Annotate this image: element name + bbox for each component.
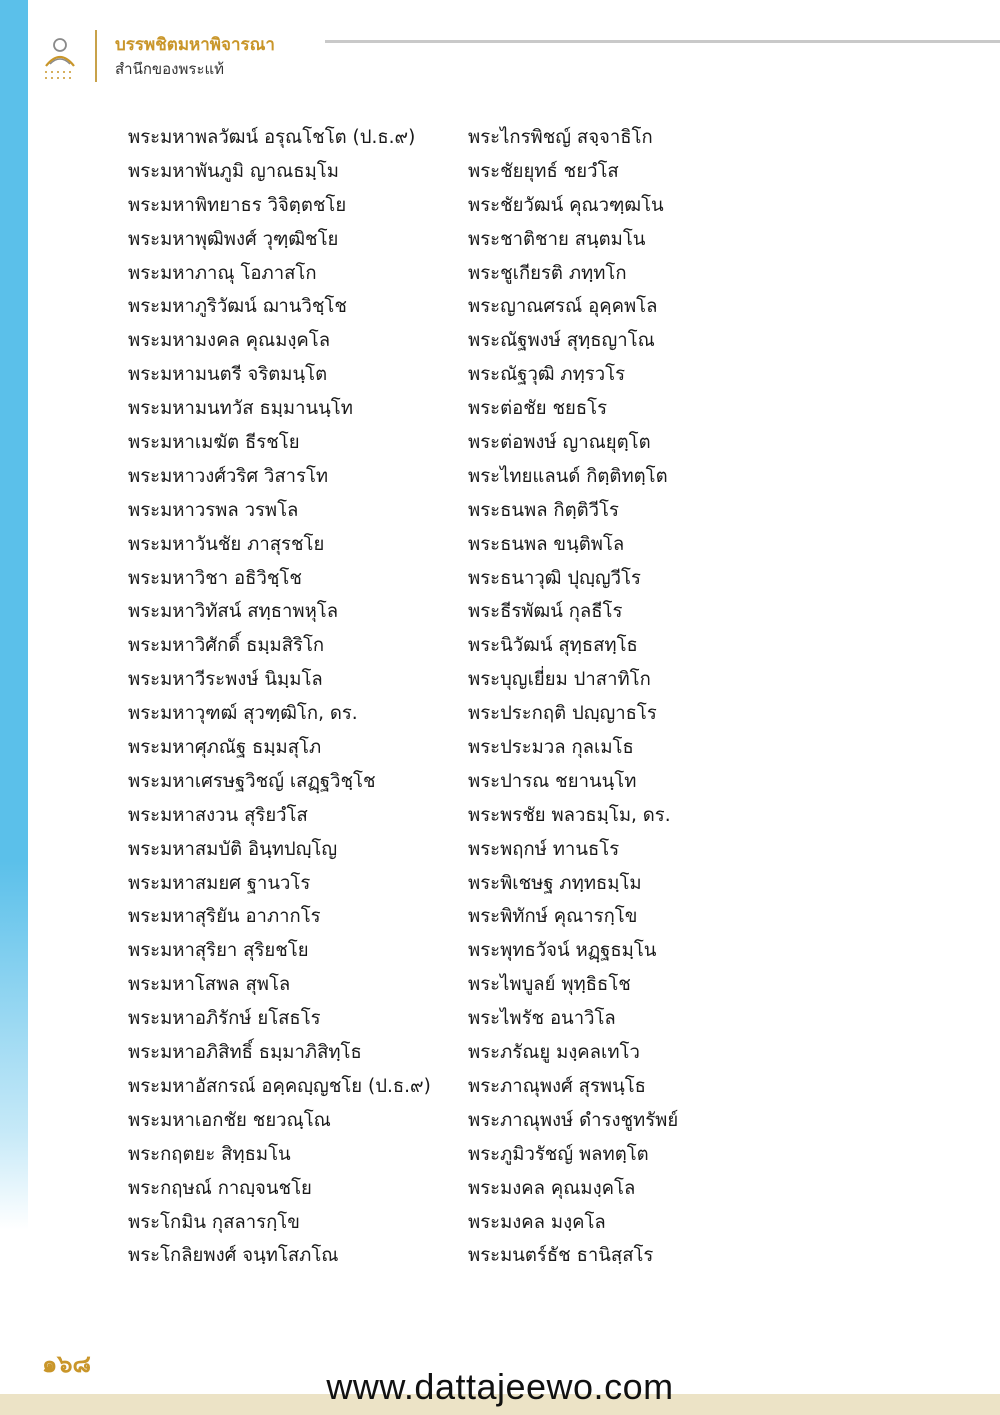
name-item: พระประกฤติ ปญฺญาธโร bbox=[468, 703, 657, 725]
name-item: พระบุญเยี่ยม ปาสาทิโก bbox=[468, 669, 651, 691]
name-item: พระพุทธวัจน์ หฏฺฐธมฺโน bbox=[468, 940, 657, 962]
name-item: พระมหาเศรษฐวิชญ์ เสฏฺฐวิชฺโช bbox=[128, 770, 376, 792]
name-item: พระธนพล กิตฺติวีโร bbox=[468, 499, 619, 521]
name-item: พระมหาเมฆัต ธีรชโย bbox=[128, 432, 300, 454]
name-item: พระมหาวันชัย ภาสุรชโย bbox=[128, 533, 325, 555]
name-item: พระไพรัช อนาวิโล bbox=[468, 1008, 616, 1030]
header-divider bbox=[95, 30, 97, 82]
name-item: พระชาติชาย สนฺตมโน bbox=[468, 228, 646, 250]
name-item: พระมหาภูริวัฒน์ ฌานวิชฺโช bbox=[128, 296, 347, 318]
name-item: พระต่อพงษ์ ญาณยุตฺโต bbox=[468, 432, 651, 454]
monk-figure-icon bbox=[40, 36, 80, 82]
name-item: พระธีรพัฒน์ กุลธีโร bbox=[468, 601, 623, 623]
name-item: พระณัฐพงษ์ สุทฺธญาโณ bbox=[468, 330, 655, 352]
name-item: พระมงคล คุณมงฺคโล bbox=[468, 1177, 636, 1199]
name-item: พระมหาวุฑฒ์ สุวฑฺฒิโก, ดร. bbox=[128, 703, 358, 725]
name-item: พระภูมิวรัชญ์ พลทตฺโต bbox=[468, 1143, 649, 1165]
name-item: พระมหามนตรี จริตมนฺโต bbox=[128, 364, 328, 386]
name-item: พระมหาพลวัฒน์ อรุณโชโต (ป.ธ.๙) bbox=[128, 127, 416, 148]
header-rule bbox=[325, 40, 1000, 43]
name-item: พระธนาวุฒิ ปุญฺญวีโร bbox=[468, 567, 641, 589]
names-column-left bbox=[128, 121, 431, 1273]
name-item: พระมหาสมยศ ฐานวโร bbox=[128, 872, 311, 894]
name-item: พระญาณศรณ์ อุคฺคพโล bbox=[468, 296, 658, 318]
header-title: บรรพชิตมหาพิจารณา bbox=[115, 35, 275, 55]
name-item: พระภาณุพงศ์ สุรพนฺโธ bbox=[468, 1075, 646, 1097]
names-column-right bbox=[468, 121, 678, 1273]
name-item: พระชัยวัฒน์ คุณวฑฺฒโน bbox=[468, 194, 664, 216]
name-item: พระมหาพันภูมิ ญาณธมฺโม bbox=[128, 160, 339, 182]
name-item: พระชูเกียรติ ภทฺทโก bbox=[468, 262, 627, 284]
name-item: พระมงคล มงฺคโล bbox=[468, 1211, 606, 1233]
name-item: พระมหาวีระพงษ์ นิมฺมโล bbox=[128, 669, 323, 691]
name-item: พระพรชัย พลวธมฺโม, ดร. bbox=[468, 804, 671, 826]
name-item: พระมหาวิศักดิ์ ธมฺมสิริโก bbox=[128, 635, 325, 657]
name-item: พระมหามงคล คุณมงฺคโล bbox=[128, 330, 331, 352]
name-item: พระไกรพิชญ์ สจฺจาธิโก bbox=[468, 127, 653, 148]
name-item: พระณัฐวุฒิ ภทฺรวโร bbox=[468, 364, 626, 386]
name-item: พระโกมิน กุสลารกฺโข bbox=[128, 1211, 300, 1233]
name-item: พระมนตร์ธัช ธานิสฺสโร bbox=[468, 1245, 654, 1267]
name-item: พระโกลิยพงศ์ จนฺทโสภโณ bbox=[128, 1245, 339, 1267]
name-item: พระมหาพิทยาธร วิจิตฺตชโย bbox=[128, 194, 347, 216]
name-item: พระมหามนทวัส ธมฺมานนฺโท bbox=[128, 398, 353, 420]
name-item: พระมหาวงศ์วริศ วิสารโท bbox=[128, 465, 329, 487]
name-item: พระธนพล ขนฺติพโล bbox=[468, 533, 625, 555]
name-item: พระกฤตยะ สิทฺธมโน bbox=[128, 1143, 291, 1165]
name-item: พระมหาโสพล สุพโล bbox=[128, 974, 291, 996]
name-item: พระภรัณยู มงฺคลเทโว bbox=[468, 1042, 640, 1064]
name-item: พระไทยแลนด์ กิตฺติทตฺโต bbox=[468, 465, 668, 487]
header-subtitle: สำนึกของพระแท้ bbox=[115, 60, 225, 78]
name-item: พระมหาศุภณัฐ ธมฺมสุโภ bbox=[128, 737, 322, 759]
name-item: พระมหาพุฒิพงศ์ วุฑฺฒิชโย bbox=[128, 228, 339, 250]
name-item: พระมหาสงวน สุริยวํโส bbox=[128, 804, 308, 826]
name-item: พระมหาสุริยัน อาภากโร bbox=[128, 906, 321, 928]
name-item: พระภาณุพงษ์ ดำรงชูทรัพย์ bbox=[468, 1109, 679, 1131]
name-item: พระชัยยุทธ์ ชยวํโส bbox=[468, 160, 619, 182]
name-item: พระมหาอัสกรณ์ อคฺคญฺญชโย (ป.ธ.๙) bbox=[128, 1075, 431, 1097]
watermark-url: www.dattajeewo.com bbox=[326, 1366, 674, 1407]
name-item: พระมหาอภิรักษ์ ยโสธโร bbox=[128, 1008, 321, 1030]
name-item: พระมหาเอกชัย ชยวณฺโณ bbox=[128, 1109, 331, 1131]
name-item: พระมหาสมบัติ อินฺทปญฺโญ bbox=[128, 838, 338, 860]
name-item: พระมหาวรพล วรพโล bbox=[128, 499, 299, 521]
name-item: พระต่อชัย ชยธโร bbox=[468, 398, 608, 420]
name-item: พระมหาวิทัสน์ สทฺธาพหุโล bbox=[128, 601, 339, 623]
name-item: พระมหาวิชา อธิวิชฺโช bbox=[128, 567, 302, 589]
name-item: พระมหาภาณุ โอภาสโก bbox=[128, 262, 317, 284]
side-color-bar bbox=[0, 0, 28, 1230]
name-item: พระมหาสุริยา สุริยชโย bbox=[128, 940, 309, 962]
page-number: ๑๖๘ bbox=[42, 1350, 91, 1378]
name-item: พระนิวัฒน์ สุทฺธสทฺโธ bbox=[468, 635, 638, 657]
name-item: พระพิเชษฐ ภทฺทธมฺโม bbox=[468, 872, 642, 894]
name-item: พระประมวล กุลเมโธ bbox=[468, 737, 634, 759]
name-item: พระมหาอภิสิทธิ์ ธมฺมาภิสิทฺโธ bbox=[128, 1042, 362, 1064]
name-item: พระปารณ ชยานนฺโท bbox=[468, 770, 637, 792]
name-item: พระพิทักษ์ คุณารกฺโข bbox=[468, 906, 638, 928]
name-item: พระไพบูลย์ พุทฺธิธโช bbox=[468, 974, 631, 996]
name-item: พระกฤษณ์ กาญฺจนชโย bbox=[128, 1177, 312, 1199]
name-item: พระพฤกษ์ ทานธโร bbox=[468, 838, 620, 860]
